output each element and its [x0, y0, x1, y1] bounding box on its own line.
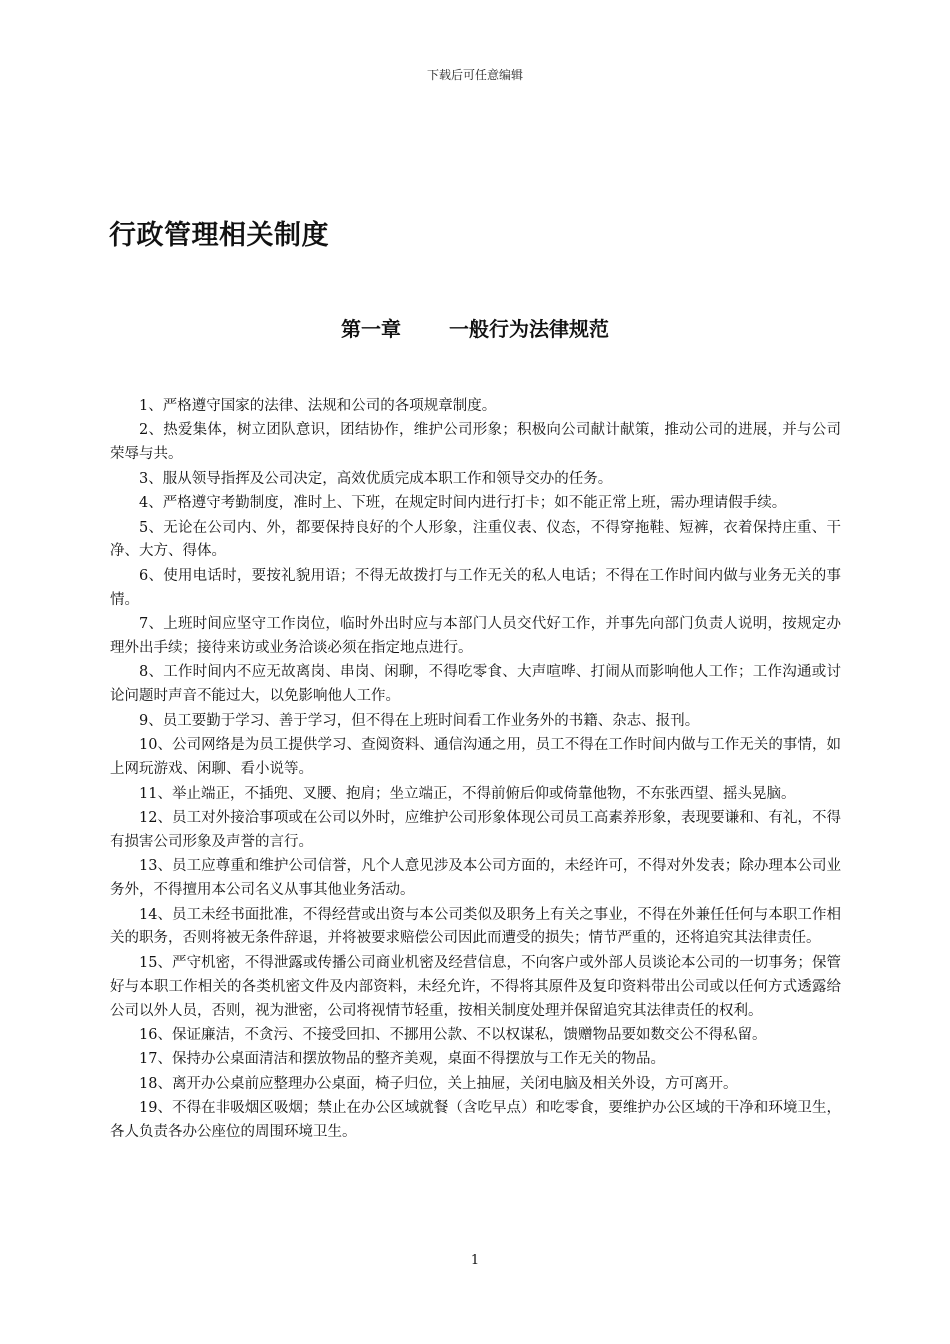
rule-item: 15、严守机密，不得泄露或传播公司商业机密及经营信息，不向客户或外部人员谈论本公司的一切事务；保管好与本职工作相关的各类机密文件及内部资料，未经允许，不得将其原件及复印资料带出公司或以任何方式透露给公司以外人员，否则，视为泄密，公司将视情节轻重，按相关制度处理并保留追究其法律责任的权利。 — [110, 954, 841, 1019]
chapter-title — [0, 313, 950, 342]
chapter-name: 一般行为法律规范 — [449, 317, 609, 341]
rule-item: 3、服从领导指挥及公司决定，高效优质完成本职工作和领导交办的任务。 — [139, 470, 613, 487]
page-number: 1 — [470, 1253, 480, 1268]
rule-item: 7、上班时间应坚守工作岗位，临时外出时应与本部门人员交代好工作，并事先向部门负责人说明，按规定办理外出手续；接待来访或业务洽谈必须在指定地点进行。 — [110, 616, 841, 657]
rule-item: 12、员工对外接洽事项或在公司以外时，应维护公司形象体现公司员工高素养形象，表现要谦和、有礼，不得有损害公司形象及声誉的言行。 — [110, 809, 841, 850]
rule-item: 16、保证廉洁，不贪污、不接受回扣、不挪用公款、不以权谋私，馈赠物品要如数交公不得私留。 — [139, 1027, 767, 1044]
rule-item: 11、举止端正，不插兜、叉腰、抱肩；坐立端正，不得前俯后仰或倚靠他物，不东张西望、摇头晃脑。 — [139, 785, 796, 802]
rule-item: 10、公司网络是为员工提供学习、查阅资料、通信沟通之用，员工不得在工作时间内做与工作无关的事情，如上网玩游戏、闲聊、看小说等。 — [110, 737, 841, 778]
rule-item: 5、无论在公司内、外，都要保持良好的个人形象，注重仪表、仪态，不得穿拖鞋、短裤，衣着保持庄重、干净、大方、得体。 — [110, 519, 841, 560]
rule-item: 19、不得在非吸烟区吸烟；禁止在办公区域就餐（含吃早点）和吃零食，要维护办公区域的干净和环境卫生，各人负责各办公座位的周围环境卫生。 — [110, 1100, 841, 1141]
rules-list — [110, 395, 841, 1146]
rule-item: 1、严格遵守国家的法律、法规和公司的各项规章制度。 — [139, 398, 497, 414]
rule-item: 18、离开办公桌前应整理办公桌面，椅子归位，关上抽屉，关闭电脑及相关外设，方可离开。 — [139, 1075, 738, 1092]
rule-item: 8、工作时间内不应无故离岗、串岗、闲聊，不得吃零食、大声喧哗、打闹从而影响他人工作；工作沟通或讨论问题时声音不能过大，以免影响他人工作。 — [110, 664, 841, 705]
rule-item: 9、员工要勤于学习、善于学习，但不得在上班时间看工作业务外的书籍、杂志、报刊。 — [139, 712, 700, 729]
chapter-number: 第一章 — [341, 317, 401, 341]
rule-item: 17、保持办公桌面清洁和摆放物品的整齐美观，桌面不得摆放与工作无关的物品。 — [139, 1051, 665, 1068]
header-note: 下载后可任意编辑 — [426, 68, 523, 82]
rule-item: 4、严格遵守考勤制度，准时上、下班，在规定时间内进行打卡；如不能正常上班，需办理请假手续。 — [139, 495, 787, 512]
rule-item: 14、员工未经书面批准，不得经营或出资与本公司类似及职务上有关之事业，不得在外兼任任何与本职工作相关的职务，否则将被无条件辞退，并将被要求赔偿公司因此而遭受的损失；情节严重的，还将追究其法律责任。 — [110, 906, 841, 947]
rule-item: 13、员工应尊重和维护公司信誉，凡个人意见涉及本公司方面的，未经许可，不得对外发表；除办理本公司业务外，不得擅用本公司名义从事其他业务活动。 — [110, 858, 841, 899]
rule-item: 2、热爱集体，树立团队意识，团结协作，维护公司形象；积极向公司献计献策，推动公司的进展，并与公司荣辱与共。 — [110, 422, 841, 463]
document-title: 行政管理相关制度 — [109, 220, 329, 251]
rule-item: 6、使用电话时，要按礼貌用语；不得无故拨打与工作无关的私人电话；不得在工作时间内做与业务无关的事情。 — [110, 567, 841, 608]
